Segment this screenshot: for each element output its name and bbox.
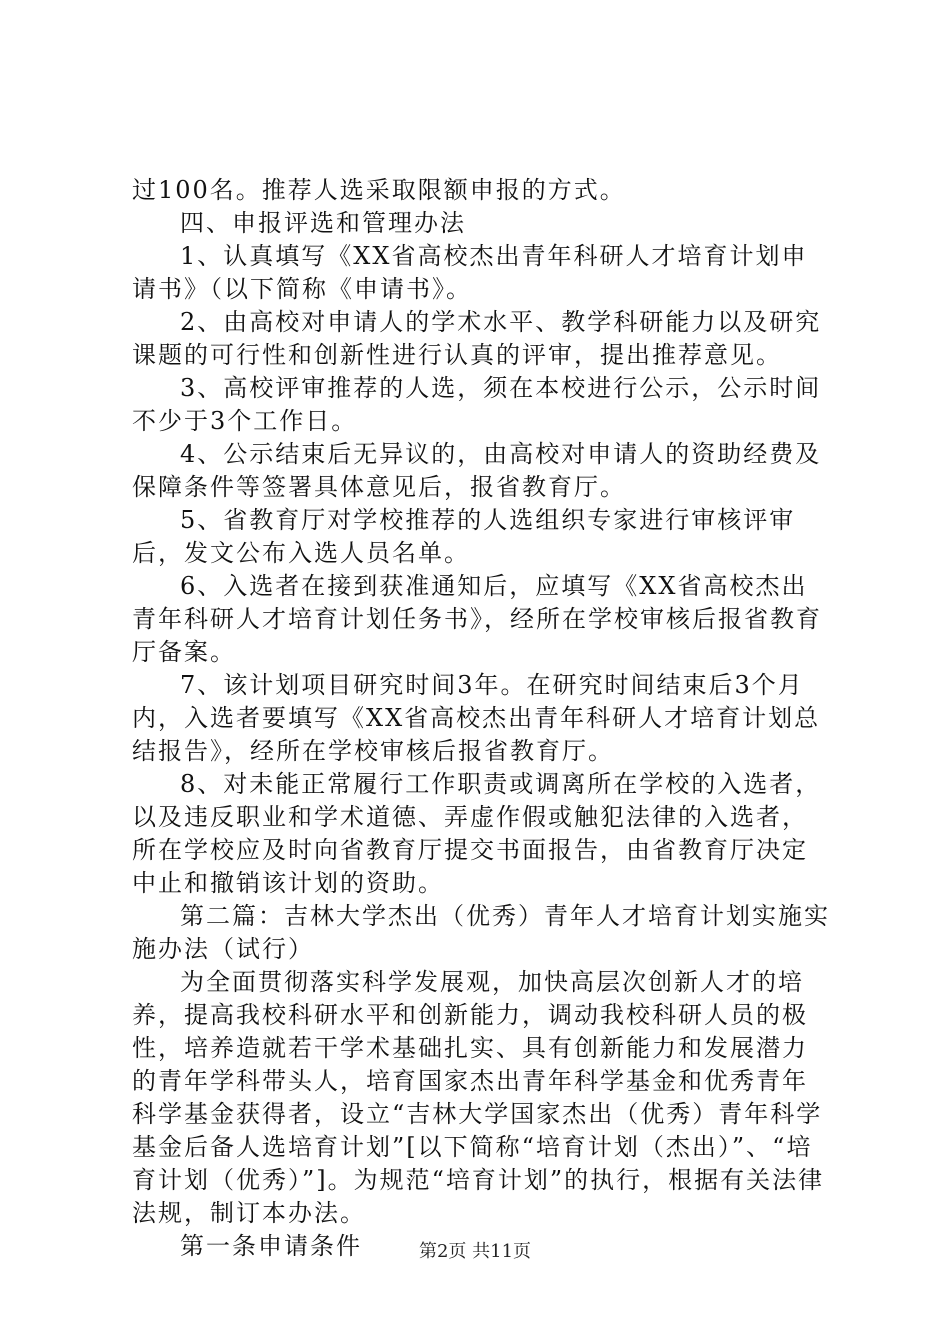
article-heading: 第一条申请条件 [180,1232,362,1260]
page-footer [0,1240,950,1264]
section-heading: 四、申报评选和管理办法 [180,209,466,237]
document-body [132,174,832,1263]
paragraph: 8、对未能正常履行工作职责或调离所在学校的入选者，以及违反职业和学术道德、弄虚作假或触犯法律的入选者，所在学校应及时向省教育厅提交书面报告，由省教育厅决定中止和撤销该计划的资助。 [132,770,822,897]
paragraph: 1、认真填写《XX省高校杰出青年科研人才培育计划申请书》（以下简称《申请书》。 [132,242,808,303]
paragraph: 5、省教育厅对学校推荐的人选组织专家进行审核评审后，发文公布入选人员名单。 [132,506,796,567]
paragraph: 3、高校评审推荐的人选，须在本校进行公示，公示时间不少于3个工作日。 [132,374,822,435]
paragraph: 7、该计划项目研究时间3年。在研究时间结束后3个月内，入选者要填写《XX省高校杰出青年科研人才培育计划总结报告》，经所在学校审核后报省教育厅。 [132,671,821,765]
paragraph: 为全面贯彻落实科学发展观，加快高层次创新人才的培养，提高我校科研水平和创新能力，调动我校科研人员的极性，培养造就若干学术基础扎实、具有创新能力和发展潜力的青年学科带头人，培育国家杰出青年科学基金和优秀青年科学基金获得者，设立“吉林大学国家杰出（优秀）青年科学基金后备人选培育计划”[以下简称“培育计划（杰出）”、“培育计划（优秀）”]。为规范“培育计划”的执行，根据有关法律法规，制订本办法。 [132,968,825,1227]
paragraph: 6、入选者在接到获准通知后，应填写《XX省高校杰出青年科研人才培育计划任务书》，经所在学校审核后报省教育厅备案。 [132,572,822,666]
paragraph: 4、公示结束后无异议的，由高校对申请人的资助经费及保障条件等签署具体意见后，报省教育厅。 [132,440,822,501]
page-number-label: 第2页 共11页 [418,1241,532,1262]
chapter-heading: 第二篇：吉林大学杰出（优秀）青年人才培育计划实施实施办法（试行） [132,902,830,963]
paragraph: 过100名。推荐人选采取限额申报的方式。 [132,176,626,204]
paragraph: 2、由高校对申请人的学术水平、教学科研能力以及研究课题的可行性和创新性进行认真的评审，提出推荐意见。 [132,308,822,369]
